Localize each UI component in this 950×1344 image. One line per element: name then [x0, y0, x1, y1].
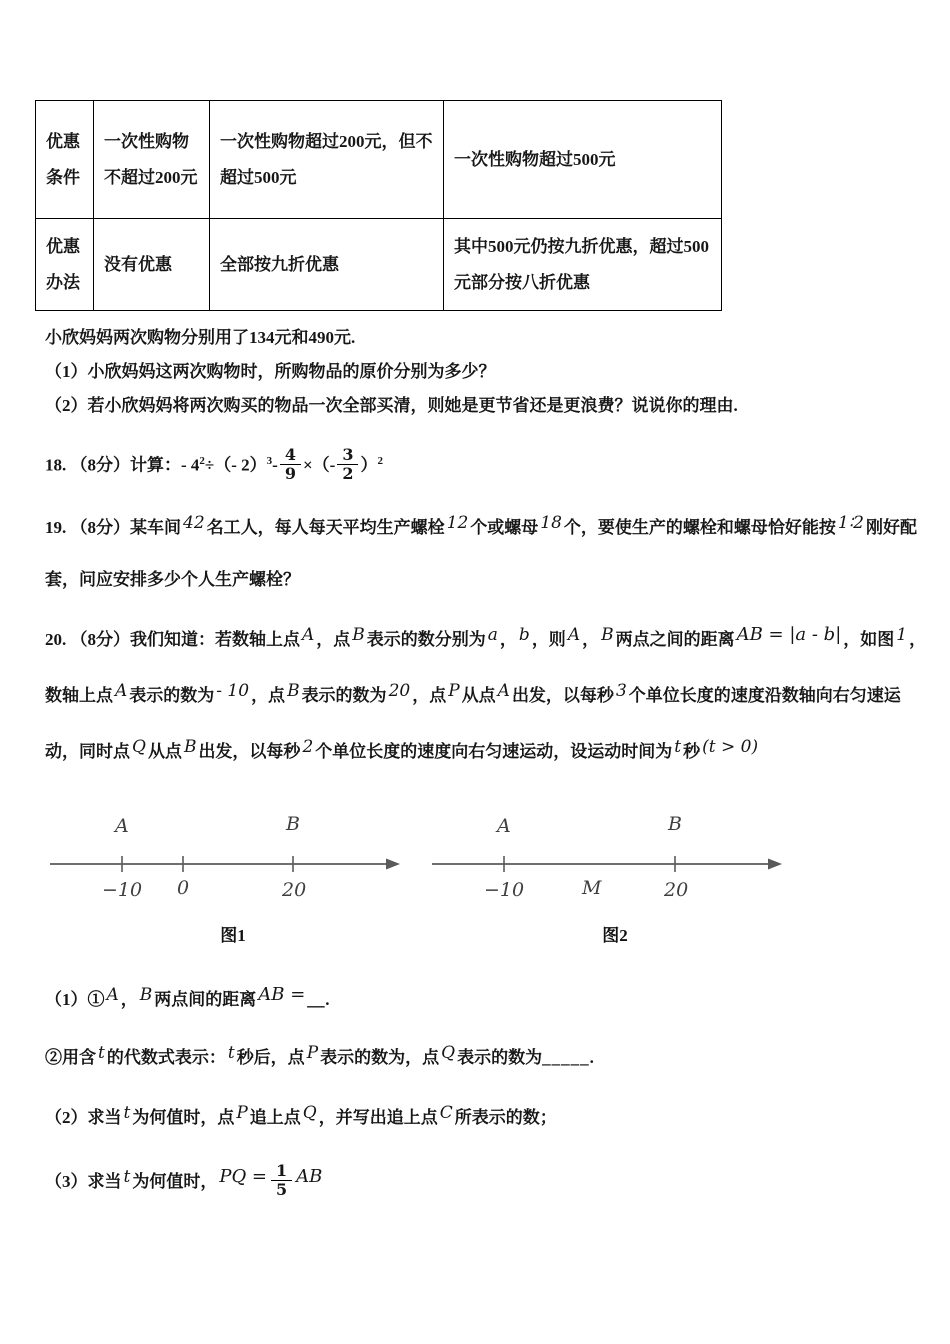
fraction-denominator: 2: [342, 464, 354, 484]
fraction-numerator: 4: [280, 446, 301, 465]
math-token: t: [227, 1042, 235, 1063]
axis-arrow-right-icon: [386, 858, 400, 869]
table-cell-header: 优惠办法: [36, 219, 94, 311]
table-cell: 一次性购物超过500元: [444, 101, 722, 219]
tick-label: −10: [102, 878, 143, 901]
math-token: t: [674, 736, 682, 757]
tick-label: 20: [664, 878, 689, 901]
math-token: A: [497, 680, 510, 701]
q20-text: 个单位长度的速度向右匀速运动，设运动时间为: [315, 741, 673, 761]
q19-text: 19. （8分）某车间: [45, 517, 181, 537]
math-token: (t > 0): [702, 736, 759, 757]
q19-text: 个或螺母: [470, 517, 539, 537]
fraction-numerator: 1: [271, 1162, 292, 1181]
math-token: AB: [296, 1165, 323, 1187]
sub2-text: 所表示的数；: [454, 1107, 557, 1127]
q20-text: 表示的数为: [301, 685, 387, 705]
math-token: 12: [446, 512, 469, 533]
math-token: A: [567, 624, 581, 645]
table-cell: 一次性购物不超过200元: [94, 101, 210, 219]
fraction-4-9: [280, 446, 301, 484]
fraction-denominator: 9: [284, 464, 296, 484]
q18-exponent: 3: [266, 455, 273, 467]
number-line-2: [424, 806, 806, 906]
sub1b-text: 秒后，点: [236, 1047, 305, 1067]
question-18: [45, 441, 910, 486]
sub1-text: 两点间的距离: [154, 989, 257, 1009]
axis-arrow-right-icon: [768, 858, 782, 869]
q20-text: 从点: [147, 741, 182, 761]
q18-exponent: 2: [199, 455, 205, 467]
q18-text: ÷（- 2）: [204, 455, 267, 475]
tick-label: −10: [484, 878, 525, 901]
table-cell: 一次性购物超过200元，但不超过500元: [210, 101, 444, 219]
q20-text: 个单位长度的速度沿数轴向右匀速运动，同时点: [45, 685, 901, 761]
math-token: 2: [302, 736, 314, 757]
answer-blank: _____.: [542, 1047, 595, 1067]
fraction-1-5: [271, 1162, 292, 1200]
q19-text: 刚好配套，问应安排多少个人生产螺栓？: [45, 517, 917, 589]
math-token: 20: [388, 680, 411, 701]
q18-text: -: [272, 455, 278, 475]
fraction-3-2: [337, 446, 358, 484]
number-line-figure-2: [424, 806, 806, 946]
point-label-b: B: [668, 812, 682, 835]
q20-text: 秒: [683, 741, 701, 761]
q20-text: 20. （8分）我们知道：若数轴上点: [45, 629, 300, 649]
math-token: B: [287, 680, 300, 701]
q20-text: 两点之间的距离: [615, 629, 735, 649]
fraction-denominator: 5: [276, 1180, 288, 1200]
question-20: [45, 612, 930, 780]
sub1b-text: 表示的数为: [457, 1047, 543, 1067]
q18-text: 18. （8分）计算：- 4: [45, 455, 200, 475]
tick-label: 0: [177, 876, 190, 899]
math-token: 42: [183, 512, 205, 533]
math-token: A: [106, 984, 119, 1005]
q19-text: 名工人，每人每天平均生产螺栓: [206, 517, 445, 537]
table-cell: 全部按九折优惠: [210, 219, 444, 311]
question-20-sub2: [45, 1098, 910, 1138]
tick-label: 20: [282, 878, 307, 901]
sub2-text: （2）求当: [45, 1107, 122, 1127]
math-token: B: [139, 984, 153, 1005]
question-17-part1: （1）小欣妈妈这两次购物时，所购物品的原价分别为多少？: [45, 362, 496, 381]
math-token: B: [601, 624, 614, 645]
q20-text: ，则: [531, 629, 566, 649]
sub3-text: （3）求当: [45, 1171, 122, 1191]
math-token: t: [98, 1042, 105, 1063]
q20-text: ，如图: [843, 629, 895, 649]
discount-table: [35, 100, 722, 311]
q20-text: 出发，以每秒: [511, 685, 614, 705]
sub2-text: ，并写出追上点: [318, 1107, 438, 1127]
question-20-sub3: [45, 1156, 910, 1208]
table-cell: 其中500元仍按九折优惠，超过500元部分按八折优惠: [444, 219, 722, 311]
question-19: [45, 502, 925, 606]
q18-text: ）: [360, 455, 378, 475]
sub2-text: 追上点: [249, 1107, 301, 1127]
number-line-figure-1: [42, 806, 424, 946]
intro-text: 小欣妈妈两次购物分别用了134元和490元.: [45, 328, 356, 347]
math-token: t: [123, 1102, 131, 1123]
math-token: P: [448, 680, 460, 701]
question-17-part2: （2）若小欣妈妈将两次购买的物品一次全部买清，则她是更节省还是更浪费？说说你的理由.: [45, 396, 738, 415]
number-line-figures: [42, 806, 950, 946]
q20-text: ，点: [316, 629, 351, 649]
q20-text: ，点: [412, 685, 447, 705]
sub1b-text: ②用含: [45, 1047, 96, 1067]
table-row-conditions: [36, 101, 722, 219]
math-token: P: [306, 1042, 319, 1063]
table-row-methods: [36, 219, 722, 311]
q18-exponent: 2: [377, 455, 383, 467]
math-token: A: [115, 680, 128, 701]
table-cell: 没有优惠: [94, 219, 210, 311]
sub1b-text: 表示的数为，点: [320, 1047, 440, 1067]
q18-text: ×（-: [302, 455, 336, 475]
q20-text: 表示的数分别为: [366, 629, 486, 649]
tick-label-m: M: [582, 876, 602, 899]
figure-2-caption: 图2: [602, 925, 628, 945]
question-20-sub1: [45, 980, 910, 1020]
math-token: 1∶2: [837, 512, 864, 533]
sub3-text: 为何值时，: [132, 1171, 218, 1191]
math-token: Q: [302, 1102, 317, 1123]
math-token: a: [487, 624, 498, 645]
q19-text: 个，要使生产的螺栓和螺母恰好能按: [563, 517, 836, 537]
math-token: PQ =: [219, 1165, 268, 1187]
math-token: t: [123, 1166, 131, 1187]
sub1b-text: 的代数式表示：: [106, 1047, 226, 1067]
q20-text: 出发，以每秒: [198, 741, 301, 761]
q20-text: ，点: [251, 685, 286, 705]
fraction-numerator: 3: [337, 446, 358, 465]
math-token: 18: [540, 512, 562, 533]
q20-text: ，: [582, 629, 600, 649]
point-label-a: A: [115, 814, 129, 837]
math-token: B: [183, 736, 197, 757]
point-label-a: A: [497, 814, 511, 837]
math-token: - 10: [216, 680, 250, 701]
point-label-b: B: [286, 812, 300, 835]
sub2-text: 为何值时，点: [132, 1107, 235, 1127]
math-formula-distance: AB = |a - b|: [736, 623, 842, 645]
q20-text: 表示的数为: [129, 685, 215, 705]
q20-text: 从点: [461, 685, 496, 705]
question-20-sub1b: [45, 1038, 910, 1078]
math-token: C: [439, 1102, 453, 1123]
sub1-text: （1）①: [45, 989, 105, 1009]
sub1-text: ，: [120, 989, 138, 1009]
number-line-1: [42, 806, 424, 906]
math-token: b: [518, 624, 530, 645]
math-token: A: [302, 624, 315, 645]
table-cell-header: 优惠条件: [36, 101, 94, 219]
math-token: P: [236, 1102, 248, 1123]
figure-1-caption: 图1: [220, 925, 246, 945]
math-token: 1: [896, 624, 908, 645]
math-token: Q: [132, 736, 146, 757]
q20-text: ，: [499, 629, 517, 649]
q20-text: ，数轴上点: [45, 629, 927, 705]
math-token: AB =: [258, 983, 306, 1005]
math-token: 3: [615, 680, 627, 701]
math-token: Q: [441, 1042, 456, 1063]
answer-blank: ＿.: [307, 989, 331, 1009]
math-token: B: [352, 624, 365, 645]
